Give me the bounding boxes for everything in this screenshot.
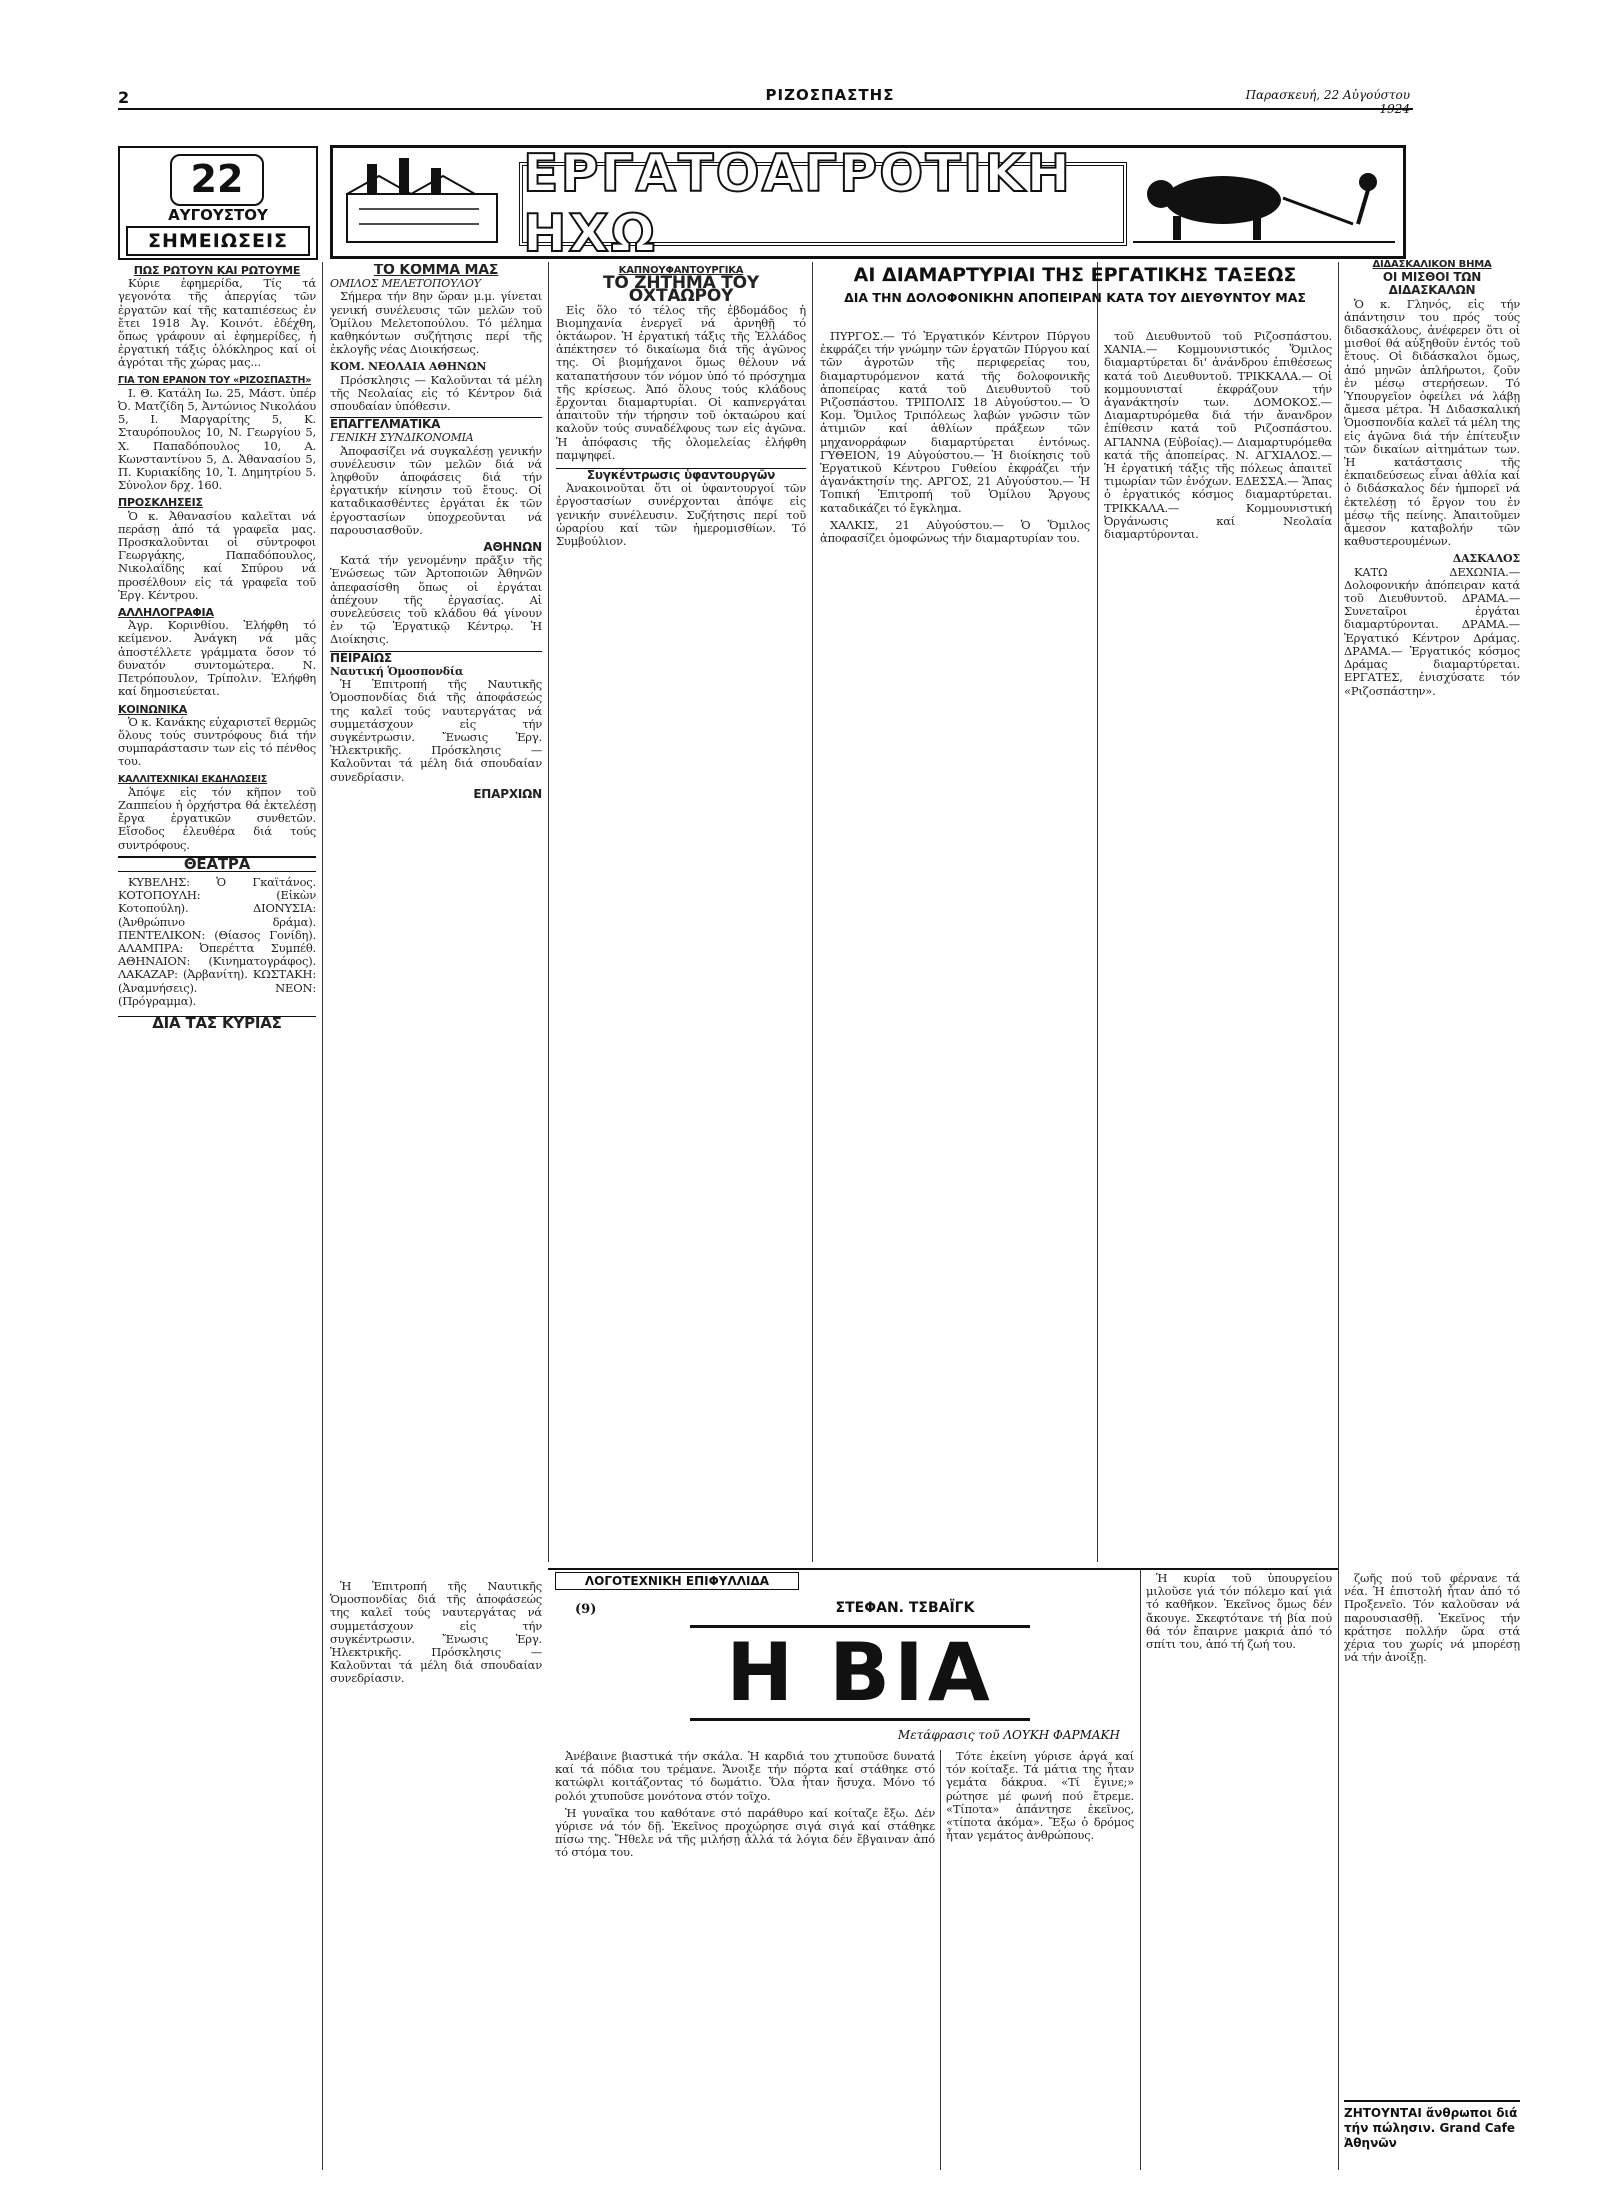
factory-illustration: [339, 154, 509, 246]
col-rule: [322, 262, 323, 2170]
heading: ΔΙΑ ΤΑΣ ΚΥΡΙΑΣ: [118, 1016, 316, 1030]
heading: ΚΑΛΛΙΤΕΧΝΙΚΑΙ ΕΚΔΗΛΩΣΕΙΣ: [118, 773, 268, 785]
signature: ΔΑΣΚΑΛΟΣ: [1452, 552, 1520, 566]
col-rule: [812, 262, 813, 1562]
article-text: Ἡ γυναῖκα του καθότανε στό παράθυρο καί κοίταζε ἔξω. Δέν γύρισε νά τόν δῇ. Ἐκεῖνος προχώρησε σιγά σιγά καί στάθηκε πίσω της. Ἤθελε νά τῆς μιλήσῃ ἀλλά τά λόγια δέν ἔβγαιναν ἀπό τό στόμα του.: [555, 1805, 935, 1860]
date-month: ΑΥΓΟΥΣΤΟΥ: [168, 206, 268, 224]
heading: ΕΠΑΓΓΕΛΜΑΤΙΚΑ: [330, 417, 542, 431]
epilogue-column: [330, 1580, 542, 2170]
feuilleton-section: ΛΟΓΟΤΕΧΝΙΚΗ ΕΠΙΦΥΛΛΙΔΑ: [555, 1572, 799, 1590]
feuilleton-text: [946, 1750, 1134, 2170]
heading: ΤΟ ΖΗΤΗΜΑ ΤΟΥ ΟΧΤΑΩΡΟΥ: [602, 273, 760, 307]
article-text: Ἀνέβαινε βιαστικά τήν σκάλα. Ἡ καρδιά του χτυποῦσε δυνατά καί τά πόδια του τρέμανε. Ἄνοιξε τήν πόρτα καί στάθηκε στό κατώφλι κοιτάζοντας τό δωμάτιο. Ὅλα ἦταν ἥσυχα. Μόνο τό ρολόι χτυποῦσε μονότονα στόν τοῖχο.: [555, 1750, 935, 1803]
heading: ΚΟΙΝΩΝΙΚΑ: [118, 702, 188, 716]
classified-ad: [1344, 2100, 1520, 2172]
article-text: Ἡ Ἐπιτροπή τῆς Ναυτικῆς Ὁμοσπονδίας διά τῆς ἀποφάσεώς της καλεῖ τούς ναυτεργάτας νά συμμετάσχουν εἰς τήν συγκέντρωσιν. Ἔνωσις Ἐργ. Ἠλεκτρικῆς. Πρόσκλησις — Καλοῦνται τά μέλη διά σπουδαίαν συνεδρίασιν.: [330, 677, 542, 784]
section-label: ΣΗΜΕΙΩΣΕΙΣ: [126, 226, 310, 256]
subheading: ΚΟΜ. ΝΕΟΛΑΙΑ ΑΘΗΝΩΝ: [330, 360, 487, 374]
article-text: Ὁ κ. Ἀθανασίου καλεῖται νά περάσῃ ἀπό τά γραφεῖα μας. Προσκαλοῦνται οἱ σύντροφοι Γεωργάκης, Παπαδόπουλος, Νικολαΐδης καί Σπύρου νά προσέλθουν εἰς τά γραφεῖα τοῦ Ἐργ. Κέντρου.: [118, 508, 316, 602]
heading: Συγκέντρωσις ὑφαντουργῶν: [556, 468, 806, 482]
heading: ΔΙΔΑΣΚΑΛΙΚΟΝ ΒΗΜΑ: [1372, 259, 1492, 270]
article-text: Κύριε ἐφημερίδα, Τίς τά γεγονότα τῆς ἀπεργίας τῶν ἐργατῶν καί τῆς καταπιέσεως ἐν ἔτει 1918 Ἀγ. Κοινότ. ἐδέχθη, ὅπως γράφουν αἱ ἐφημερίδες, ἡ ἐργατική τάξις ὁλόκληρος καί οἱ ἀγρόται τῆς χώρας μας...: [118, 276, 316, 370]
feuilleton-text: [1146, 1572, 1332, 2172]
date-day: 22: [170, 154, 264, 206]
article-text: Ἡ κυρία τοῦ ὑπουργείου μιλοῦσε γιά τόν πόλεμο καί γιά τό καθῆκον. Ἐκεῖνος ὅμως δέν ἄκουγε. Σκεφτότανε τή βία πού θά τόν ἔπαιρνε μακριά ἀπό τό σπίτι του, ἀπό τή ζωή του.: [1146, 1572, 1332, 1652]
feuilleton-rule: [548, 1568, 1338, 1570]
ad-text: ΖΗΤΟΥΝΤΑΙ ἄνθρωποι διά τήν πώλησιν. Grand Cafe Ἀθηνῶν: [1344, 2106, 1518, 2150]
article-text: Ὁ κ. Κανάκης εὐχαριστεῖ θερμῶς ὅλους τούς συντρόφους διά τήν συμπαράστασιν των εἰς τό πένθος του.: [118, 714, 316, 769]
masthead-rule: [118, 108, 1413, 110]
ox-plough-illustration: [1133, 154, 1395, 246]
heading: ΑΘΗΝΩΝ: [483, 540, 542, 555]
feuilleton-title: Η ΒΙΑ: [690, 1625, 1030, 1721]
headline: ΑΙ ΔΙΑΜΑΡΤΥΡΙΑΙ ΤΗΣ ΕΡΓΑΤΙΚΗΣ ΤΑΞΕΩΣ: [853, 264, 1297, 286]
article-text: Ἀπόψε εἰς τόν κῆπον τοῦ Ζαππείου ἡ ὀρχήστρα θά ἐκτελέσῃ ἔργα ἐργατικῶν συνθετῶν. Εἴσοδος ἐλευθέρα διά τούς συντρόφους.: [118, 784, 316, 852]
protests-continued: [1104, 330, 1332, 1560]
subheading: Ναυτική Ὁμοσπονδία: [330, 664, 464, 678]
article-text: Ἀγρ. Κορινθίου. Ἐλήφθη τό κείμενον. Ἀνάγκη νά μᾶς ἀποστέλλετε γράμματα ὅσον τό δυνατόν συντομώτερα. Ν. Πετρόπουλον, Τρίπολιν. Ἐλήφθη καί δημοσιεύεται.: [118, 618, 316, 699]
paper-name: ΡΙΖΟΣΠΑΣΤΗΣ: [765, 86, 895, 104]
article-text: ΚΑΤΩ ΔΕΧΩΝΙΑ.— Δολοφονικήν ἀπόπειραν κατά τοῦ Διευθυντοῦ. ΔΡΑΜΑ.— Συνεταῖροι ἐργάται διαμαρτύρονται. ΔΡΑΜΑ.— Ἐργατικό Κέντρον Δράμας. ΔΡΑΜΑ.— Ἐργατικός κόσμος Δράμας διαμαρτύρεται. ΕΡΓΑΤΕΣ, ἐνισχύσατε τόν «Ριζοσπάστην».: [1344, 564, 1520, 698]
banner-title: ΕΡΓΑΤΟΑΓΡΟΤΙΚΗ ΗΧΩ: [519, 162, 1127, 246]
article-text: Ι. Θ. Κατάλη Ιω. 25, Μάστ. ὑπέρ Ὀ. Ματζίδη 5, Ἀντώνιος Νικολάου 5, Ι. Μαργαρίτης 5, Κ. Σταυρόπουλος 10, Ν. Γεωργίου 5, Χ. Παπαδόπουλος 10, Α. Κωνσταντίνου 5, Δ. Ἀθανασίου 5, Π. Κυριακίδης 10, Ἰ. Δημητρίου 5. Σύνολον δρχ. 160.: [118, 385, 316, 493]
article-text: Εἰς ὅλο τό τέλος τῆς ἑβδομάδος ἡ Βιομηχανία ἐνεργεῖ νά ἀρνηθῇ τό ὀκτάωρον. Ἡ ἐργατική τάξις τῆς Ἑλλάδος ἀπέκτησεν τό δικαίωμα διά τῆς ἀγῶνος της. Οἱ βιομήχανοι ὅμως θέλουν νά καταπατήσουν τόν νόμον ὑπό τό πρόσχημα τῆς κρίσεως. Ἀπό ὅλους τούς κλάδους ἔρχονται διαμαρτυρίαι. Οἱ καπνεργάται ἀπαιτοῦν τήν τήρησιν τοῦ ὀκταώρου καί καλοῦν τούς συναδέλφους των εἰς ἀγῶνα. Ἡ ἀπόφασις τῆς ὁλομελείας ἐλήφθη παμψηφεί.: [556, 302, 806, 462]
article-text: ΠΥΡΓΟΣ.— Τό Ἐργατικόν Κέντρον Πύργου ἐκφράζει τήν γνώμην τῶν ἐργατῶν Πύργου καί τῶν ἀγροτῶν τῆς περιφερείας του, διαμαρτυρόμενον κατά τῆς δολοφονικῆς ἀποπείρας κατά τοῦ Διευθυντοῦ τοῦ Ριζοσπάστου. ΤΡΙΠΟΛΙΣ 18 Αὐγούστου.— Ὁ Κομ. Ὅμιλος Τριπόλεως λαβών γνῶσιν τῶν ἀτιμιῶν καί ἀθλίων πράξεων τῶν μηχανορράφων διαμαρτύρεται ἐντόνως. ΓΥΘΕΙΟΝ, 19 Αὐγούστου.— Ἡ διοίκησις τοῦ Ἐργατικοῦ Κέντρου Γυθείου ἐκφράζει τήν ἀγανάκτησίν της. ΑΡΓΟΣ, 21 Αὐγούστου.— Ἡ Τοπική Ἐπιτροπή τοῦ Ὁμίλου Ἄργους καταδικάζει τό ἔγκλημα.: [820, 330, 1090, 515]
party-column: [330, 264, 542, 1564]
article-text: Ἡ Ἐπιτροπή τῆς Ναυτικῆς Ὁμοσπονδίας διά τῆς ἀποφάσεώς της καλεῖ τούς ναυτεργάτας νά συμμετάσχουν εἰς τήν συγκέντρωσιν. Ἔνωσις Ἐργ. Ἠλεκτρικῆς. Πρόσκλησις — Καλοῦνται τά μέλη διά σπουδαίαν συνεδρίασιν.: [330, 1580, 542, 1686]
heading: ΓΙΑ ΤΟΝ ΕΡΑΝΟΝ ΤΟΥ «ΡΙΖΟΣΠΑΣΤΗ»: [118, 374, 312, 386]
protests-headline: [820, 264, 1330, 324]
heading: ΟΙ ΜΙΣΘΟΙ ΤΩΝ ΔΙΔΑΣΚΑΛΩΝ: [1382, 270, 1482, 298]
article-text: ζωῆς πού τοῦ φέρνανε τά νέα. Ἡ ἐπιστολή ἦταν ἀπό τό Προξενεῖο. Τόν καλοῦσαν νά παρουσιασθῇ. Ἐκεῖνος τήν κράτησε πολλήν ὥρα στά χέρια του χωρίς νά μπορέσῃ νά τήν ἀνοίξῃ.: [1344, 1572, 1520, 1665]
subheadline: ΔΙΑ ΤΗΝ ΔΟΛΟΦΟΝΙΚΗΝ ΑΠΟΠΕΙΡΑΝ ΚΑΤΑ ΤΟΥ ΔΙΕΥΘΥΝΤΟΥ ΜΑΣ: [844, 290, 1306, 305]
heading: ΚΑΠΝΟΥΦΑΝΤΟΥΡΓΙΚΑ: [618, 265, 744, 276]
feuilleton-continued: [1344, 1572, 1520, 2092]
subheading: ΓΕΝΙΚΗ ΣΥΝΔΙΚΟΝΟΜΙΑ: [330, 431, 474, 445]
left-column: [118, 264, 316, 2174]
teachers-column: [1344, 258, 1520, 1568]
article-text: Σήμερα τήν 8ην ὥραν μ.μ. γίνεται γενική συνέλευσις τῶν μελῶν τοῦ Ὁμίλου Μελετοπούλου. Τό μέλημα καθηκόντων συζήτησις περί τῆς ἐκλογῆς νέας Διοικήσεως.: [330, 289, 542, 357]
protests-column: [820, 330, 1090, 1560]
article-text: ΚΥΒΕΛΗΣ: Ὁ Γκαϊτάνος. ΚΟΤΟΠΟΥΛΗ: (Εἰκὼν Κοτοπούλη). ΔΙΟΝΥΣΙΑ: (Ἀνθρώπινο δράμα). ΠΕΝΤΕΛΙΚΟΝ: (Θίασος Γονίδη). ΑΛΑΜΠΡΑ: Ὀπερέττα Συμπέθ. ΑΘΗΝΑΙΟΝ: (Κινηματογράφος). ΛΑΚΑΖΑΡ: (Ἀρβανίτη). ΚΩΣΤΑΚΗ: (Ἀναμνήσεις). ΝΕΟΝ: (Πρόγραμμα).: [118, 874, 316, 1008]
article-text: Ὁ κ. Γληνός, εἰς τήν ἀπάντησιν του πρός τούς διδασκάλους, ἀνέφερεν ὅτι οἱ μισθοί θά αὐξηθοῦν ἐντός τοῦ ἔτους. Οἱ διδάσκαλοι ὅμως, ἀπό μηνῶν ἀπλήρωτοι, ζοῦν ἐν μέσῳ στερήσεων. Τό Ὑπουργεῖον ὀφείλει νά λάβῃ ἄμεσα μέτρα. Ἡ Διδασκαλική Ὁμοσπονδία καλεῖ τά μέλη της εἰς ἀγῶνα διά τήν ἐπίτευξιν τῶν δικαίων αἰτημάτων των. Ἡ κατάστασις τῆς ἐκπαιδεύσεως εἶναι ἀθλία καί ὁ διδάσκαλος δέν ἠμπορεῖ νά ἐκτελέσῃ τό ἔργον του ἐν μέσῳ τῆς πείνης. Ἀπαιτοῦμεν ἄμεσον καταβολήν τῶν καθυστερουμένων.: [1344, 296, 1520, 549]
article-text: Ἀνακοινοῦται ὅτι οἱ ὑφαντουργοί τῶν ἐργοστασίων συνέρχονται ἀπόψε εἰς γενικήν συνέλευσιν. Συζήτησις περί τοῦ ὡραρίου καί τῶν ἡμερομισθίων. Τό Συμβούλιον.: [556, 481, 806, 549]
article-text: Πρόσκλησις — Καλοῦνται τά μέλη τῆς Νεολαίας εἰς τό Κέντρον διά σπουδαίαν ὑπόθεσιν.: [330, 372, 542, 414]
heading: ΠΡΟΣΚΛΗΣΕΙΣ: [118, 496, 203, 510]
feuilleton-author: ΣΤΕΦΑΝ. ΤΣΒΑΪΓΚ: [835, 1600, 975, 1616]
article-text: Κατά τήν γενομένην πρᾶξιν τῆς Ἑνώσεως τῶν Ἀρτοποιῶν Ἀθηνῶν ἀπεφασίσθη ὅπως οἱ ἐργάται ἀπέχουν τῆς ἐργασίας. Αἱ συνελεύσεις τοῦ κλάδου θά γίνουν ἐν τῷ Ἐργατικῷ Κέντρῳ. Ἡ Διοίκησις.: [330, 553, 542, 647]
heading: ΑΛΛΗΛΟΓΡΑΦΙΑ: [118, 606, 214, 620]
col-rule: [1097, 262, 1098, 1562]
heading: ΤΟ ΚΟΜΜΑ ΜΑΣ: [373, 264, 499, 278]
col-rule: [1338, 262, 1339, 2170]
col-rule: [940, 1750, 941, 2170]
heading: ΘΕΑΤΡΑ: [118, 856, 316, 872]
heading: ΠΕΙΡΑΙΩΣ: [330, 651, 542, 665]
banner: [330, 145, 1406, 259]
date-box: [118, 146, 318, 260]
date-line: Παρασκευή, 22 Αὐγούστου: [1245, 88, 1410, 102]
tobacco-column: [556, 264, 806, 1564]
page-number: 2: [118, 88, 130, 107]
feuilleton-translator: Μετάφρασις τοῦ ΛΟΥΚΗ ΦΑΡΜΑΚΗ: [897, 1728, 1120, 1742]
article-text: τοῦ Διευθυντοῦ τοῦ Ριζοσπάστου. ΧΑΝΙΑ.— Κομμουνιστικός Ὅμιλος διαμαρτύρεται δι' ἀνάνδρου ἐπιθέσεως κατά τοῦ Διευθυντοῦ. ΤΡΙΚΚΑΛΑ.— Οἱ κομμουνισταί ἐκφράζουν τήν ἀγανάκτησίν των. ΔΟΜΟΚΟΣ.— Διαμαρτυρόμεθα διά τήν ἄνανδρον ἐπίθεσιν κατά τοῦ Ριζοσπάστου. ΑΓΙΑΝΝΑ (Εὐβοίας).— Διαμαρτυρόμεθα κατά τῆς ἀποπείρας. Ν. ΑΓΧΙΑΛΟΣ.— Ἡ ἐργατική τάξις τῆς πόλεως ἀπαιτεῖ τιμωρίαν τῶν ἐνόχων. ΕΔΕΣΣΑ.— Ἅπας ὁ ἐργατικός κόσμος διαμαρτύρεται. ΤΡΙΚΚΑΛΑ.— Κομμουνιστική Ὀργάνωσις καί Νεολαία διαμαρτύρονται.: [1104, 330, 1332, 542]
article-text: Ἀποφασίζει νά συγκαλέσῃ γενικήν συνέλευσιν τῶν μελῶν διά νά ληφθοῦν ἀποφάσεις διά τήν ἐργατικήν κίνησιν τοῦ ἔτους. Οἱ καταδικασθέντες ἐργάται ἐκ τῶν ἐργοστασίων ὑποχρεοῦνται νά παρουσιασθοῦν.: [330, 443, 542, 537]
col-rule: [1140, 1570, 1141, 2170]
feuilleton-number: (9): [575, 1602, 597, 1617]
col-rule: [548, 262, 549, 1562]
subheading: ΟΜΙΛΟΣ ΜΕΛΕΤΟΠΟΥΛΟΥ: [330, 277, 481, 291]
article-text: ΧΑΛΚΙΣ, 21 Αὐγούστου.— Ὁ Ὅμιλος ἀποφασίζει ὁμοφώνως τήν διαμαρτυρίαν του.: [820, 517, 1090, 546]
heading: ΠΩΣ ΡΩΤΟΥΝ ΚΑΙ ΡΩΤΟΥΜΕ: [133, 264, 301, 277]
feuilleton-text: [555, 1750, 935, 2170]
article-text: Τότε ἐκείνη γύρισε ἀργά καί τόν κοίταξε. Τά μάτια της ἦταν γεμάτα δάκρυα. «Τί ἔγινε;» ρώτησε μέ φωνή πού ἔτρεμε. «Τίποτα» ἀπάντησε ἐκεῖνος, «τίποτα ἀκόμα». Ἔξω ὁ δρόμος ἦταν γεμάτος ἀνθρώπους.: [946, 1750, 1134, 1843]
heading: ΕΠΑΡΧΙΩΝ: [473, 786, 542, 801]
